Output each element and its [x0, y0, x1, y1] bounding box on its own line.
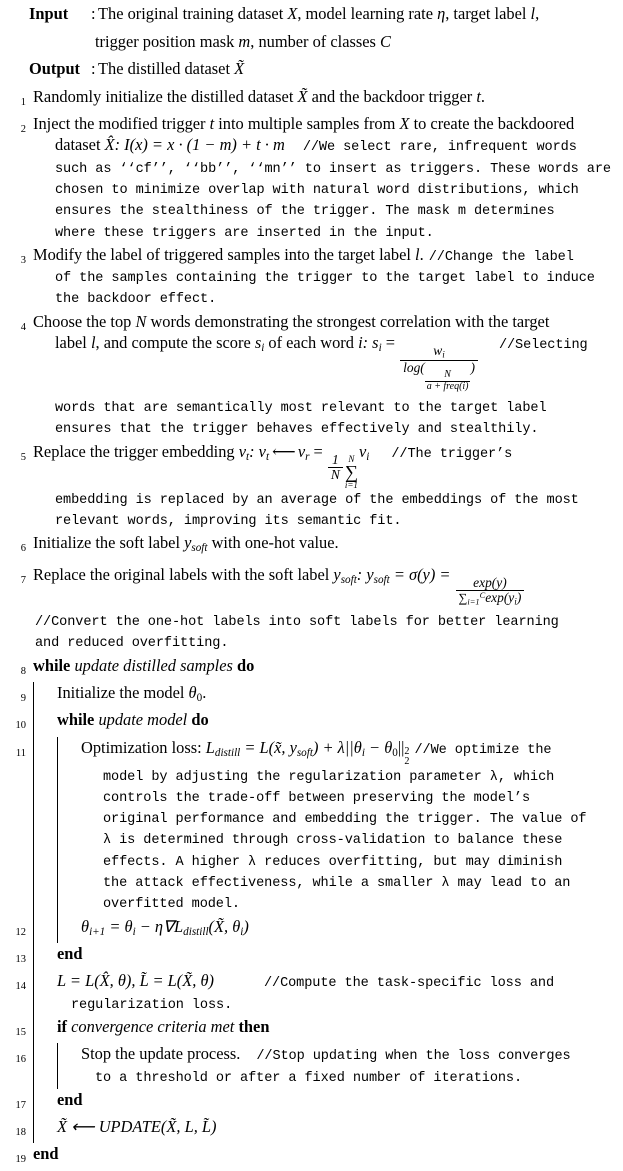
- algorithm-line: [0, 113, 623, 244]
- var-s: s: [254, 333, 262, 353]
- input-colon: :: [91, 4, 96, 23]
- sum-body-sub: i: [366, 450, 370, 463]
- indent-bar-level1: [26, 1043, 50, 1089]
- loss-eq2: = L(X̃, θ): [148, 971, 214, 991]
- output-value: [98, 58, 623, 86]
- fraction-denominator: [400, 360, 478, 392]
- algorithm-line: [0, 709, 623, 736]
- line-number: 2: [20, 124, 26, 136]
- input-cont-mid: , number of classes: [250, 31, 380, 51]
- line-content: [50, 1016, 623, 1037]
- indent-bar-level1: [26, 970, 50, 1016]
- line-main: [57, 970, 623, 994]
- keyword-then: then: [238, 1016, 270, 1036]
- line-continuation: [33, 134, 623, 158]
- inner-frac-den: a + freq(i): [426, 380, 469, 392]
- comment: //Change the label: [428, 249, 574, 265]
- text: Initialize the soft label: [33, 533, 185, 553]
- loss-symbol: L: [174, 916, 184, 936]
- line-content: [26, 86, 623, 107]
- loss-symbol-Ltilde: L̃: [139, 971, 149, 991]
- var-v: v: [238, 441, 246, 461]
- text: : v: [249, 441, 266, 461]
- loss-sub: distill: [183, 925, 209, 938]
- update-formula-pre: X̃ ⟵ UPDATE(X̃,: [57, 1117, 185, 1137]
- sigma-icon: ∑: [458, 590, 468, 605]
- algorithm-line: [0, 1016, 623, 1043]
- frac-num-w: w: [433, 343, 443, 359]
- line-main: [33, 311, 623, 332]
- line-number: 5: [20, 451, 26, 463]
- text: Inject the modified trigger: [33, 114, 210, 134]
- line-number: 4: [20, 321, 26, 333]
- text: .: [202, 683, 207, 703]
- comment: //We select rare, infrequent words: [302, 140, 577, 156]
- line-content: [26, 244, 623, 311]
- loss-symbol-L: L: [184, 1117, 194, 1137]
- exp-close: ): [516, 589, 522, 605]
- text: words demonstrating the strongest correlation with the target: [146, 311, 550, 331]
- loss-sub: distill: [214, 746, 241, 759]
- formula-end: (X̃, θ: [208, 916, 241, 936]
- norm-bars: ||: [397, 737, 405, 757]
- var-theta: θ: [188, 683, 197, 703]
- line-number: 1: [20, 96, 26, 108]
- formula-eq: : s: [362, 333, 379, 353]
- line-number: 15: [15, 1026, 26, 1038]
- formula-mid2: − η∇: [135, 916, 175, 936]
- indent-bar-level1: [26, 1089, 50, 1116]
- sum-lower-limit: i=1: [344, 480, 358, 491]
- text: and the backdoor trigger: [307, 86, 477, 106]
- var-X: X: [399, 114, 410, 134]
- line-main: [33, 564, 623, 607]
- line-number: 10: [15, 720, 26, 732]
- line-number: 7: [20, 574, 26, 586]
- algorithm-line: [0, 244, 623, 311]
- formula-eq-sub: i: [378, 342, 382, 355]
- loss-symbol-L: L: [57, 971, 66, 991]
- loss-eq1: = L(X̂, θ),: [65, 971, 140, 991]
- algorithm-line: [0, 737, 623, 916]
- comment-line: λ is determined through cross-validation to balance these: [103, 833, 563, 849]
- softmax-eq: = σ(y) =: [389, 564, 455, 584]
- exp-body: exp(y: [485, 589, 515, 605]
- indent-bar-level1: [26, 916, 50, 943]
- comment-line: and reduced overfitting.: [35, 636, 229, 652]
- input-text-mid: , model learning rate: [297, 4, 438, 23]
- sum-upper-limit: C: [479, 591, 486, 601]
- algorithm-line: [0, 1143, 623, 1170]
- output-label: Output: [29, 59, 81, 79]
- var-vr: v: [297, 441, 306, 461]
- line-number: 18: [15, 1127, 26, 1139]
- algorithm-line: [0, 970, 623, 1016]
- var-theta-sub: 0: [196, 692, 203, 705]
- input-text-end: ,: [535, 4, 540, 23]
- indent-bar-level2: [50, 737, 74, 916]
- theta-0-sub: 0: [392, 746, 398, 759]
- formula-eq-rest: =: [381, 333, 400, 353]
- line-content: [50, 943, 623, 964]
- indent-bar-level2: [50, 916, 74, 943]
- keyword-if: if: [57, 1016, 68, 1036]
- output-colon: :: [91, 59, 96, 79]
- norm-subscript: 2: [404, 755, 410, 767]
- var-Xhat: X̂: [104, 135, 115, 155]
- line-main: [81, 737, 623, 767]
- line-main: [33, 441, 623, 490]
- algorithm-block: [0, 3, 623, 1166]
- text: Randomly initialize the distilled dataset: [33, 86, 298, 106]
- input-var-C: C: [379, 31, 391, 51]
- input-var-l: l: [530, 4, 536, 23]
- var-s-sub: i: [261, 342, 265, 355]
- line-number: 12: [15, 926, 26, 938]
- var-N: N: [135, 311, 147, 331]
- one-over-N-fraction: [328, 453, 343, 483]
- comment: //Selecting: [498, 338, 588, 354]
- indent-bar-level1: [26, 943, 50, 970]
- line-number: 19: [15, 1154, 26, 1166]
- theta-i-sub: i: [361, 746, 365, 759]
- comment-line: original performance and embedding the trigger. The value of: [103, 812, 587, 828]
- line-content: [26, 655, 623, 676]
- algorithm-input-row: [0, 3, 623, 31]
- inner-fraction: [425, 370, 471, 392]
- input-cont-pre: trigger position mask: [95, 31, 239, 51]
- input-var-X: X: [287, 4, 298, 23]
- condition: update model: [98, 710, 188, 730]
- comment-line: of the samples containing the trigger to the target label to induce: [55, 271, 595, 287]
- var-vt-sub: t: [265, 450, 270, 463]
- sum-body: v: [358, 441, 367, 461]
- input-text-mid2: , target label: [445, 4, 531, 23]
- softmax-denominator: [456, 590, 525, 607]
- comment-line: ensures that the trigger behaves effectively and stealthily.: [55, 422, 539, 438]
- sum-upper-limit: N: [348, 454, 355, 465]
- algorithm-line: [0, 1116, 623, 1143]
- line-number: 11: [15, 747, 26, 759]
- var-i: i: [358, 333, 363, 353]
- keyword-end: end: [57, 944, 83, 964]
- formula-mid: ,: [193, 1117, 202, 1137]
- line-main: [33, 113, 623, 134]
- loss-eq-mid2: − θ: [364, 737, 393, 757]
- input-text-pre: The original training dataset: [98, 4, 288, 23]
- line-number: 3: [20, 254, 26, 266]
- text: of each word: [264, 333, 359, 353]
- indent-bar-level1: [26, 1016, 50, 1043]
- comment-line: words that are semantically most relevant to the target label: [55, 401, 547, 417]
- summation: [345, 455, 358, 490]
- softmax-fraction: [456, 576, 525, 608]
- comment-line: the attack effectiveness, while a smaller λ may lead to an: [103, 876, 571, 892]
- comment-line: effects. A higher λ reduces overfitting, but may diminish: [103, 854, 563, 870]
- text: dataset: [55, 135, 105, 155]
- keyword-end: end: [57, 1089, 83, 1109]
- fraction-numerator: [400, 344, 478, 360]
- sum-lower-limit: i=1: [467, 597, 480, 607]
- formula-close: ): [243, 916, 249, 936]
- line-content: [74, 737, 623, 916]
- var-v-sub: t: [246, 450, 250, 463]
- line-number: 8: [20, 665, 26, 677]
- text: .: [419, 244, 424, 264]
- line-content: [50, 709, 623, 730]
- line-content: [26, 311, 623, 441]
- text: , and compute the score: [95, 333, 255, 353]
- comment-line: chosen to minimize overlap with natural word distributions, which: [55, 182, 579, 198]
- var-t: t: [209, 114, 215, 134]
- text: with one-hot value.: [207, 533, 339, 553]
- comment-line: controls the trade-off between preserving the model’s: [103, 790, 531, 806]
- loss-eq-sub: soft: [296, 746, 313, 759]
- line-content: [26, 113, 623, 244]
- line-content: [74, 1043, 623, 1089]
- frac-num: 1: [332, 451, 339, 467]
- line-content: [26, 1143, 623, 1164]
- assign-arrow: ⟵: [269, 441, 298, 461]
- input-value-cont: [26, 31, 391, 59]
- comment-line: embedding is replaced by an average of the embeddings of the most: [55, 492, 579, 508]
- formula-mid: = θ: [105, 916, 133, 936]
- text: Replace the trigger embedding: [33, 441, 239, 461]
- algorithm-line: [0, 441, 623, 533]
- formula-close: ): [211, 1117, 217, 1137]
- algorithm-line: [0, 532, 623, 559]
- text: Initialize the model: [57, 683, 189, 703]
- loss-symbol-Ltilde: L̃: [201, 1117, 212, 1137]
- condition: update distilled samples: [74, 655, 233, 675]
- algorithm-line: [0, 1043, 623, 1089]
- loss-eq: = L(x̃, y: [240, 737, 297, 757]
- comment-line: where these triggers are inserted in the input.: [55, 225, 434, 241]
- var-y2-sub: soft: [373, 573, 390, 586]
- line-number: 6: [20, 543, 26, 555]
- comment-line: the backdoor effect.: [55, 292, 217, 308]
- line-number: 9: [20, 693, 26, 705]
- var-y: y: [184, 533, 192, 553]
- var-vr-sub: r: [305, 450, 310, 463]
- input-var-m: m: [238, 31, 251, 51]
- line-number: 14: [15, 981, 26, 993]
- frac-num-sub: i: [442, 349, 445, 360]
- line-main: [33, 244, 623, 268]
- text: Stop the update process.: [81, 1044, 241, 1064]
- output-var-Xtilde: X̃: [234, 59, 245, 79]
- norm-superscript: 2: [404, 746, 410, 758]
- condition: convergence criteria met: [71, 1016, 235, 1036]
- theta-sub: i+1: [89, 925, 106, 938]
- algorithm-line: [0, 564, 623, 655]
- comment-line: overfitted model.: [103, 897, 240, 913]
- var-l: l: [90, 333, 96, 353]
- comment-line: relevant words, improving its semantic fit.: [55, 513, 402, 529]
- var-theta: θ: [81, 916, 90, 936]
- softmax-numerator: exp(y): [473, 574, 507, 590]
- keyword-while: while: [33, 655, 71, 675]
- comment-line: model by adjusting the regularization parameter λ, which: [103, 769, 555, 785]
- line-number: 16: [15, 1054, 26, 1066]
- indent-bar-level1: [26, 737, 50, 916]
- comment: //The trigger’s: [391, 446, 513, 462]
- algorithm-line: [0, 86, 623, 113]
- comment-line: to a threshold or after a fixed number of iterations.: [95, 1070, 523, 1086]
- indent-bar-level2: [50, 1043, 74, 1089]
- exp-body-sub: i: [514, 596, 517, 607]
- loss-symbol: L: [205, 737, 215, 757]
- line-content: [26, 532, 623, 559]
- input-label: Input: [29, 4, 69, 23]
- var-y-sub: soft: [191, 542, 208, 555]
- line-content: [74, 916, 623, 943]
- text: Modify the label of triggered samples into the target label: [33, 244, 416, 264]
- text: : y: [356, 564, 374, 584]
- comment-line: such as ‘‘cf’’, ‘‘bb’’, ‘‘mn’’ to insert as triggers. These words are: [55, 161, 611, 177]
- line-content: [50, 970, 623, 1016]
- line-content: [26, 564, 623, 655]
- line-content: [50, 1116, 623, 1137]
- theta-sub2: i: [132, 925, 136, 938]
- input-value: [98, 3, 623, 31]
- algorithm-line: [0, 943, 623, 970]
- algorithm-line: [0, 916, 623, 943]
- algorithm-line: [0, 655, 623, 682]
- output-text-pre: The distilled dataset: [98, 59, 235, 79]
- norm-exponent-group: [404, 747, 409, 766]
- indent-bar-level1: [26, 709, 50, 736]
- text: .: [480, 86, 486, 106]
- var-l: l: [415, 244, 420, 264]
- formula: : I(x) = x · (1 − m) + t · m: [114, 135, 285, 155]
- line-content: [26, 441, 623, 533]
- comment-line: ensures the stealthiness of the trigger. The mask m determines: [55, 204, 555, 220]
- comment: //We optimize the: [414, 742, 552, 758]
- keyword-do: do: [191, 710, 209, 730]
- line-number: 17: [15, 1099, 26, 1111]
- algorithm-input-cont-row: [0, 31, 623, 59]
- log-open: log(: [403, 360, 425, 376]
- frac-den: N: [328, 467, 343, 482]
- indent-bar-level1: [26, 1116, 50, 1143]
- line-continuation: [33, 332, 623, 392]
- var-Xtilde: X̃: [297, 86, 308, 106]
- var-y-sub: soft: [340, 573, 357, 586]
- text: Choose the top: [33, 311, 136, 331]
- comment: //Compute the task-specific loss and: [263, 976, 555, 992]
- line-number: 13: [15, 954, 26, 966]
- comment-line: //Convert the one-hot labels into soft labels for better learning: [35, 615, 559, 631]
- algorithm-output-row: [0, 58, 623, 86]
- comment-line: regularization loss.: [71, 997, 233, 1013]
- comment: //Stop updating when the loss converges: [256, 1049, 571, 1065]
- loss-eq-mid: ) + λ||θ: [312, 737, 362, 757]
- text: to create the backdoored: [409, 114, 575, 134]
- keyword-while: while: [57, 710, 95, 730]
- algorithm-line: [0, 682, 623, 709]
- text: Optimization loss:: [81, 737, 206, 757]
- sum-inline: [459, 592, 486, 607]
- log-close: ): [470, 360, 475, 376]
- algorithm-line: [0, 311, 623, 441]
- var-t: t: [476, 86, 481, 106]
- eq: =: [309, 441, 327, 461]
- keyword-do: do: [237, 655, 255, 675]
- text: Replace the original labels with the soft label: [33, 564, 334, 584]
- indent-bar-level1: [26, 682, 50, 709]
- algorithm-line: [0, 1089, 623, 1116]
- keyword-end: end: [33, 1144, 59, 1164]
- text: label: [55, 333, 91, 353]
- theta-sub3: i: [240, 925, 244, 938]
- sigma-icon: ∑: [344, 461, 358, 482]
- inner-frac-num: N: [444, 369, 451, 381]
- var-y: y: [333, 564, 341, 584]
- score-fraction: [400, 344, 478, 392]
- input-var-eta: η: [437, 4, 446, 23]
- text: into multiple samples from: [214, 114, 400, 134]
- line-content: [50, 682, 623, 709]
- line-content: [50, 1089, 623, 1110]
- line-main: [81, 1043, 623, 1067]
